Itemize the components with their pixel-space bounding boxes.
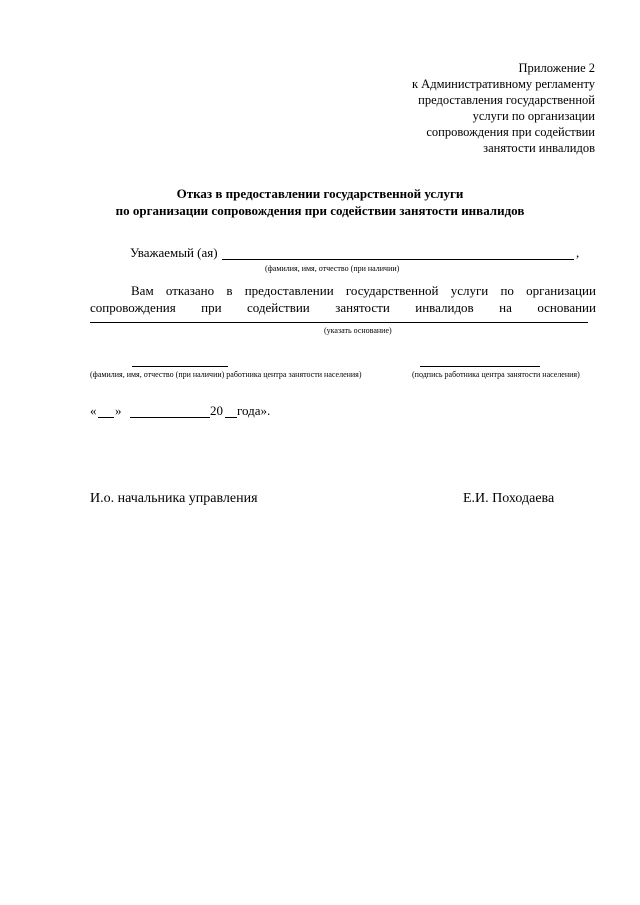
body-word: услуги (450, 283, 489, 298)
employee-name-line (132, 366, 228, 367)
appendix-line-5: сопровождения при содействии (426, 125, 595, 139)
signatory-position: И.о. начальника управления (90, 491, 258, 506)
body-word: инвалидов (415, 300, 474, 315)
employee-signature-line (420, 366, 540, 367)
date-open-quote: « (90, 403, 97, 418)
appendix-line-2: к Административному регламенту (411, 77, 595, 91)
date-year-prefix: 20 (210, 403, 223, 418)
greeting-comma: , (576, 245, 580, 260)
basis-caption: (указать основание) (324, 326, 392, 335)
date-month-line (130, 417, 210, 418)
body-line-2 (90, 300, 596, 316)
date-day-line (98, 417, 114, 418)
recipient-name-caption: (фамилия, имя, отчество (при наличии) (265, 264, 400, 273)
employee-name-caption: (фамилия, имя, отчество (при наличии) работника центра занятости населения) (90, 370, 362, 379)
body-word: организации (526, 283, 596, 298)
body-word: предоставлении (244, 283, 334, 298)
employee-signature-caption: (подпись работника центра занятости населения) (412, 370, 580, 379)
appendix-line-3: предоставления государственной (418, 93, 595, 107)
body-word: отказано (165, 283, 215, 298)
document-title-line-1: Отказ в предоставлении государственной услуги (176, 186, 464, 201)
appendix-line-6: занятости инвалидов (483, 141, 595, 155)
recipient-name-line (222, 259, 574, 260)
body-word: при (201, 300, 222, 315)
body-word: на (499, 300, 512, 315)
body-word: занятости (335, 300, 390, 315)
appendix-line-1: Приложение 2 (518, 61, 595, 75)
body-word: сопровождения (90, 300, 176, 315)
body-word: основании (537, 300, 596, 315)
body-word: по (500, 283, 514, 298)
appendix-line-4: услуги по организации (472, 109, 595, 123)
basis-line (90, 322, 588, 323)
date-year-suffix: года». (237, 403, 271, 418)
greeting-label: Уважаемый (ая) (130, 245, 218, 260)
body-word: Вам (131, 283, 154, 298)
body-word: в (226, 283, 233, 298)
body-word: государственной (345, 283, 439, 298)
document-title-line-2: по организации сопровождения при содействии занятости инвалидов (115, 203, 525, 218)
date-year-line (225, 417, 237, 418)
body-word: содействии (247, 300, 310, 315)
signatory-name: Е.И. Походаева (463, 491, 555, 506)
body-line-1 (131, 283, 596, 299)
date-close-quote: » (115, 403, 122, 418)
